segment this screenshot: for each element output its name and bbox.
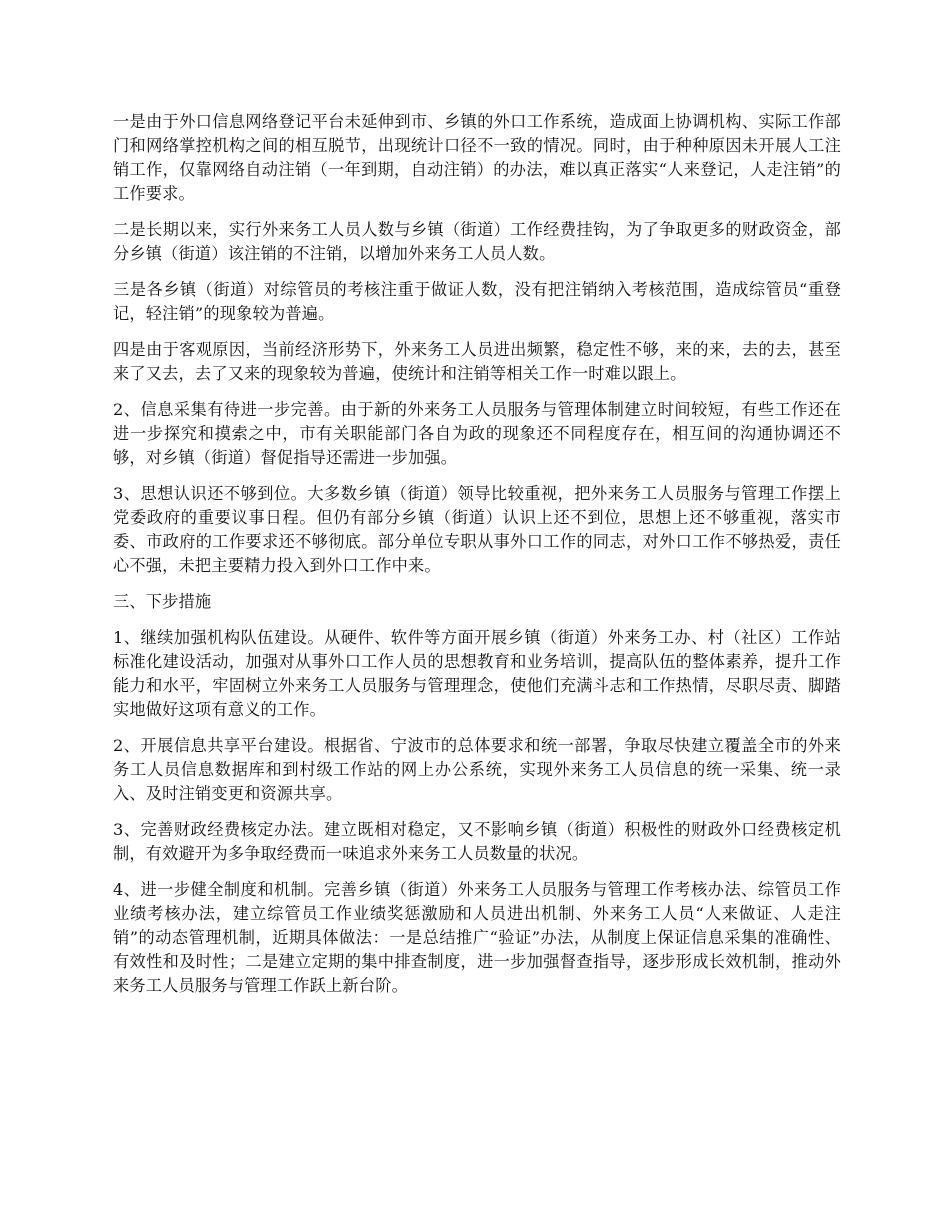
paragraph-reason-1: 一是由于外口信息网络登记平台未延伸到市、乡镇的外口工作系统，造成面上协调机构、实际工作部门和网络掌控机构之间的相互脱节，出现统计口径不一致的情况。同时，由于种种原因未开展人工注销工作，仅靠网络自动注销（一年到期，自动注销）的办法，难以真正落实“人来登记，人走注销”的工作要求。 bbox=[113, 112, 841, 203]
paragraph-problem-3: 3、思想认识还不够到位。大多数乡镇（街道）领导比较重视，把外来务工人员服务与管理工作摆上党委政府的重要议事日程。但仍有部分乡镇（街道）认识上还不到位，思想上还不够重视，落实市委、市政府的工作要求还不够彻底。部分单位专职从事外口工作的同志，对外口工作不够热爱，责任心不强，未把主要精力投入到外口工作中来。 bbox=[113, 484, 841, 575]
section-heading: 三、下步措施 bbox=[113, 592, 212, 611]
paragraph-measure-1: 1、继续加强机构队伍建设。从硬件、软件等方面开展乡镇（街道）外来务工办、村（社区）工作站标准化建设活动，加强对从事外口工作人员的思想教育和业务培训，提高队伍的整体素养，提升工作能力和水平，牢固树立外来务工人员服务与管理理念，使他们充满斗志和工作热情，尽职尽责、脚踏实地做好这项有意义的工作。 bbox=[113, 628, 841, 719]
paragraph-reason-4: 四是由于客观原因，当前经济形势下，外来务工人员进出频繁，稳定性不够，来的来，去的去，甚至来了又去，去了又来的现象较为普遍，使统计和注销等相关工作一时难以跟上。 bbox=[113, 340, 841, 383]
paragraph-measure-3: 3、完善财政经费核定办法。建立既相对稳定，又不影响乡镇（街道）积极性的财政外口经费核定机制，有效避开为多争取经费而一味追求外来务工人员数量的状况。 bbox=[113, 820, 841, 863]
paragraph-problem-2: 2、信息采集有待进一步完善。由于新的外来务工人员服务与管理体制建立时间较短，有些工作还在进一步探究和摸索之中，市有关职能部门各自为政的现象还不同程度存在，相互间的沟通协调还不够，对乡镇（街道）督促指导还需进一步加强。 bbox=[113, 400, 841, 467]
paragraph-reason-2: 二是长期以来，实行外来务工人员人数与乡镇（街道）工作经费挂钩，为了争取更多的财政资金，部分乡镇（街道）该注销的不注销，以增加外来务工人员人数。 bbox=[113, 220, 841, 263]
paragraph-reason-3: 三是各乡镇（街道）对综管员的考核注重于做证人数，没有把注销纳入考核范围，造成综管员“重登记，轻注销”的现象较为普遍。 bbox=[113, 280, 841, 323]
document-body bbox=[113, 110, 841, 1010]
paragraph-measure-4: 4、进一步健全制度和机制。完善乡镇（街道）外来务工人员服务与管理工作考核办法、综管员工作业绩考核办法，建立综管员工作业绩奖惩激励和人员进出机制、外来务工人员“人来做证、人走注销”的动态管理机制，近期具体做法：一是总结推广“验证”办法，从制度上保证信息采集的准确性、有效性和及时性；二是建立定期的集中排查制度，进一步加强督查指导，逐步形成长效机制，推动外来务工人员服务与管理工作跃上新台阶。 bbox=[113, 880, 841, 995]
paragraph-measure-2: 2、开展信息共享平台建设。根据省、宁波市的总体要求和统一部署，争取尽快建立覆盖全市的外来务工人员信息数据库和到村级工作站的网上办公系统，实现外来务工人员信息的统一采集、统一录入、及时注销变更和资源共享。 bbox=[113, 736, 841, 803]
